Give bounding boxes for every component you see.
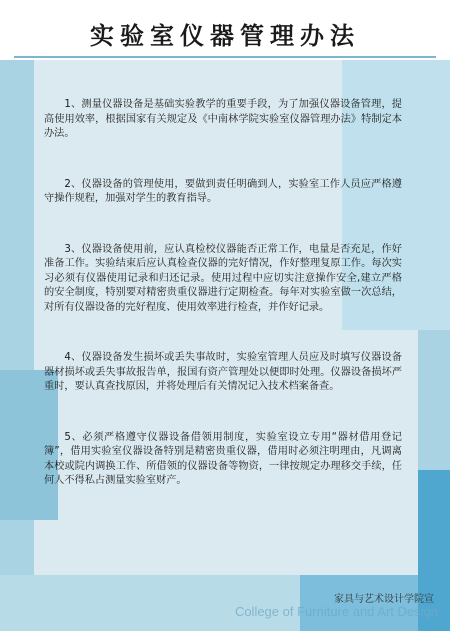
regulation-item-1: 1、测量仪器设备是基础实验教学的重要手段，为了加强仪器设备管理，提高使用效率，根据国家有关规定及《中南林学院实验室仪器管理办法》特制定本办法。 <box>44 99 402 139</box>
regulation-item-5: 5、必须严格遵守仪器设备借领用制度，实验室设立专用“器材借用登记簿”，借用实验室仪器设备特别是精密贵重仪器，借用时必须注明理由，凡调离本校或院内调换工作、所借领的仪器设备等物资，一律按规定办理移交手续，任何人不得私占测量实验室财产。 <box>44 431 402 486</box>
regulation-body <box>44 98 402 525</box>
regulation-item-4: 4、仪器设备发生损坏或丢失事故时，实验室管理人员应及时填写仪器设备器材损坏或丢失事故报告单，报国有资产管理处以便即时处理。仪器设备损坏严重时，要认真查找原因，并将处理后有关情况记入技术档案备查。 <box>44 352 402 392</box>
regulation-item-3: 3、仪器设备使用前，应认真检校仪器能否正常工作，电量是否充足，作好准备工作。实验结束后应认真检查仪器的完好情况，作好整理复原工作。每次实习必须有仪器使用记录和归还记录。使用过程中应切实注意操作安全,建立严格的安全制度，特别要对精密贵重仪器进行定期检查。每年对实验室做一次总结，对所有仪器设备的完好程度、使用效率进行检查，并作好记录。 <box>44 243 402 313</box>
page-title: 实验室仪器管理办法 <box>90 22 360 50</box>
title-divider <box>14 56 436 58</box>
org-name-cn: 家具与艺术设计学院宣 <box>334 594 434 605</box>
regulation-item-2: 2、仪器设备的管理使用，要做到责任明确到人，实验室工作人员应严格遵守操作规程，加强对学生的教育指导。 <box>44 178 402 204</box>
org-name-en: College of Furniture and Art Design <box>234 604 438 619</box>
